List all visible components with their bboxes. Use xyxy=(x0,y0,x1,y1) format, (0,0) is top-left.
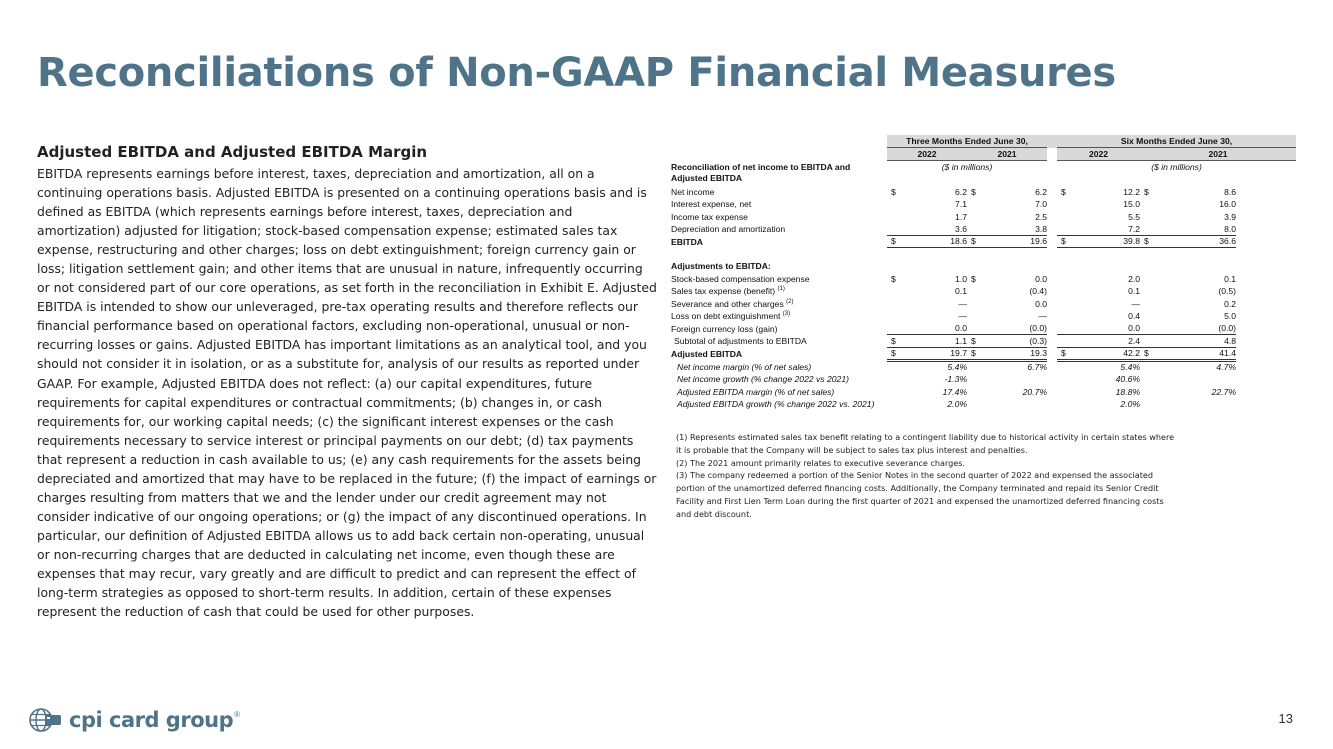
units-label: ($ in millions) xyxy=(1151,161,1202,172)
reconciliation-table xyxy=(669,135,1296,410)
globe-logo-icon xyxy=(27,706,63,734)
table-row: Interest expense, net 7.1 7.0 15.0 16.0 xyxy=(671,199,1237,209)
table-row: Adjusted EBITDA margin (% of net sales) 17.4% 20.7% 18.8% 22.7% xyxy=(677,386,1237,397)
reconciliation-table-container xyxy=(669,135,1296,410)
page-title: Reconciliations of Non-GAAP Financial Measures xyxy=(37,50,1116,96)
table-row: Depreciation and amortization 3.6 3.8 7.2 8.0 xyxy=(671,223,1237,234)
table-row: Income tax expense 1.7 2.5 5.5 3.9 xyxy=(671,211,1237,222)
table-row: Net income margin (% of net sales) 5.4% 6.7% 5.4% 4.7% xyxy=(677,361,1237,372)
header-six-months: Six Months Ended June 30, xyxy=(1057,135,1296,148)
recon-label: Reconciliation of net income to EBITDA and Adjusted EBITDA xyxy=(671,162,851,183)
header-year: 2021 xyxy=(1140,148,1296,161)
table-row: Foreign currency loss (gain) 0.0 (0.0) 0.0 (0.0) xyxy=(671,323,1237,334)
table-row-ebitda: EBITDA $ 18.6 $ 19.6 $ 39.8 $ 36.6 xyxy=(671,236,1237,247)
table-row: Net income $ 6.2 $ 6.2 $ 12.2 $ 8.6 xyxy=(671,186,1237,197)
header-year: 2022 xyxy=(1057,148,1140,161)
table-row: Loss on debt extinguishment $^{(3)}$ — — 0.4 5.0 xyxy=(671,311,1237,321)
registered-mark: ® xyxy=(234,709,241,719)
logo-wordmark: cpi card group xyxy=(69,708,234,732)
table-row: Stock-based compensation expense $ 1.0 $ 0.0 2.0 0.1 xyxy=(671,273,1237,284)
table-row: Net income growth (% change 2022 vs 2021) -1.3% 40.6% xyxy=(677,374,1141,384)
header-year: 2022 xyxy=(887,148,967,161)
table-row: Adjusted EBITDA growth (% change 2022 vs. 2021) 2.0% 2.0% xyxy=(677,399,1141,409)
footnote: (3) The company redeemed a portion of the Senior Notes in the second quarter of 2022 and expensed the associated portion of the unamortized deferred financing costs. Additionally, the Company terminated and repaid its Senior Credit Facility and First Lien Term Loan during the first quarter of 2021 and expensed the unamortized deferred financing costs and debt discount. xyxy=(676,470,1164,519)
description-section xyxy=(37,143,657,621)
table-row-subtotal: Subtotal of adjustments to EBITDA $ 1.1 $ (0.3) 2.4 4.8 xyxy=(674,335,1237,346)
footnote: (1) Represents estimated sales tax benefit relating to a contingent liability due to historical activity in certain states where it is probable that the Company will be subject to sales tax plus interest and penalties. xyxy=(676,432,1175,455)
header-three-months: Three Months Ended June 30, xyxy=(887,135,1047,148)
footnotes xyxy=(676,431,1176,521)
section-body-text: EBITDA represents earnings before interest, taxes, depreciation and amortization, all on a continuing operations basis. Adjusted EBITDA is presented on a continuing operations basis and is defined as EBITDA (which represents earnings before interest, taxes, depreciation and amortization) adjusted for litigation; stock-based compensation expense; estimated sales tax expense, restructuring and other charges; loss on debt extinguishment; foreign currency gain or loss; litigation settlement gain; and other items that are unusual in nature, infrequently occurring or not considered part of our core operations, as set forth in the reconciliation in Exhibit E. Adjusted EBITDA is intended to show our unleveraged, pre-tax operating results and therefore reflects our financial performance based on operational factors, excluding non-operational, unusual or non-recurring losses or gains. Adjusted EBITDA has important limitations as an analytical tool, and you should not consider it in isolation, or as a substitute for, analysis of our results as reported under GAAP. For example, Adjusted EBITDA does not reflect: (a) our capital expenditures, future requirements for capital expenditures or contractual commitments; (b) changes in, or cash requirements for, our working capital needs; (c) the significant interest expenses or the cash requirements necessary to service interest or principal payments on our debt; (d) tax payments that represent a reduction in cash available to us; (e) any cash requirements for the assets being depreciated and amortized that may have to be replaced in the future; (f) the impact of earnings or charges resulting from matters that we and the lender under our credit agreement may not consider indicative of our ongoing operations; or (g) the impact of any discontinued operations. In particular, our definition of Adjusted EBITDA allows us to add back certain non-operating, unusual or non-recurring charges that are deducted in calculating net income, even though these are expenses that may recur, vary greatly and are difficult to predict and can represent the effect of long-term strategies as opposed to short-term results. In addition, certain of these expenses represent the reduction of cash that could be used for other purposes. xyxy=(37,166,657,620)
table-row: Sales tax expense (benefit) $^{(1)}$ 0.1 (0.4) 0.1 (0.5) xyxy=(671,286,1237,296)
company-logo xyxy=(27,706,240,734)
page-number: 13 xyxy=(1278,711,1293,726)
table-row: Severance and other charges $^{(2)}$ — 0.0 — 0.2 xyxy=(671,298,1237,309)
units-label: ($ in millions) xyxy=(941,161,993,172)
header-year: 2021 xyxy=(967,148,1047,161)
table-row: Adjustments to EBITDA: xyxy=(671,261,771,271)
footnote: (2) The 2021 amount primarily relates to executive severance charges. xyxy=(676,457,966,468)
section-subheading: Adjusted EBITDA and Adjusted EBITDA Margin xyxy=(37,143,428,161)
table-row-adjusted-ebitda: Adjusted EBITDA $ 19.7 $ 19.3 $ 42.2 $ 41.4 xyxy=(671,347,1237,359)
